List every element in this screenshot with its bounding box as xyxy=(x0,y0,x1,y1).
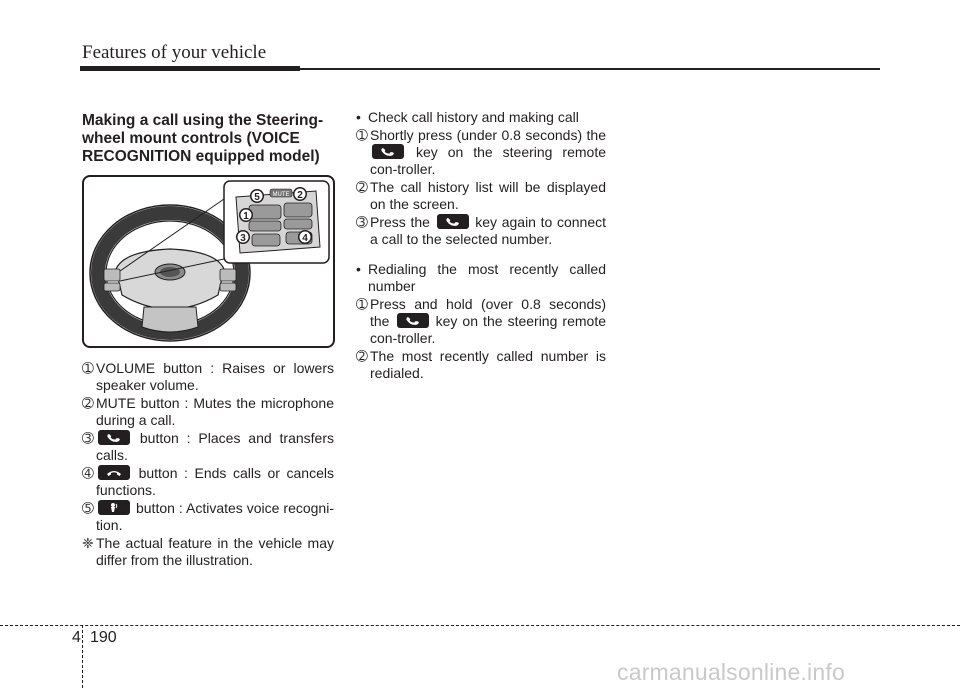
phone-call-icon xyxy=(372,144,404,159)
bullet-call-history xyxy=(356,109,606,126)
legend-item-voice xyxy=(82,500,334,534)
page-number: 190 xyxy=(90,629,117,646)
step-text-b: key on the steering remote con-troller. xyxy=(370,313,607,346)
phone-call-icon xyxy=(397,313,429,328)
watermark-text: carmanualsonline.info xyxy=(617,659,845,685)
bullet-dot: • xyxy=(356,261,361,277)
step-number: ➂ xyxy=(356,214,368,230)
note-text: The actual feature in the vehicle may differ from the illustration. xyxy=(96,535,334,568)
mute-label: MUTE xyxy=(272,192,290,198)
legend-list xyxy=(82,360,334,569)
item-number: ➃ xyxy=(82,465,94,481)
item-text: button : Ends calls or cancels functions. xyxy=(96,465,334,498)
step-text: The most recently called number is redialed. xyxy=(370,348,606,381)
item-number: ➄ xyxy=(82,500,94,516)
phone-call-icon xyxy=(437,214,469,229)
note-symbol: ❈ xyxy=(82,535,94,551)
page-header-title: Features of your vehicle xyxy=(82,42,267,63)
callout-3 xyxy=(236,230,250,244)
bullet-redial xyxy=(356,261,606,295)
bullet-text: Check call history and making call xyxy=(368,109,579,125)
step-text-b: key on the steering remote con-troller. xyxy=(370,144,607,177)
callout-1 xyxy=(239,208,253,222)
item-number: ➁ xyxy=(82,395,94,411)
legend-item-mute xyxy=(82,395,334,429)
steering-wheel-illustration xyxy=(82,175,335,348)
step-text-a: Shortly press (under 0.8 seconds) the xyxy=(370,127,606,143)
step-redialed xyxy=(356,348,606,382)
item-text: button : Activates voice recogni-tion. xyxy=(96,500,334,533)
step-text-a: Press the xyxy=(370,214,430,230)
footer-divider xyxy=(82,625,83,688)
phone-end-icon xyxy=(98,465,130,480)
svg-text:3: 3 xyxy=(240,233,246,244)
footer-rule xyxy=(0,625,960,626)
step-short-press xyxy=(356,127,606,178)
step-number: ➀ xyxy=(356,296,368,312)
step-number: ➁ xyxy=(356,179,368,195)
legend-item-volume xyxy=(82,360,334,394)
step-number: ➁ xyxy=(356,348,368,364)
svg-text:2: 2 xyxy=(297,190,303,201)
call-instructions xyxy=(356,109,606,383)
step-text-b: key again to connect a call to the selected number. xyxy=(370,214,607,247)
steering-wheel-drawing xyxy=(84,177,333,346)
header-rule-thin xyxy=(300,68,880,70)
voice-recognition-icon xyxy=(98,500,130,515)
svg-text:1: 1 xyxy=(243,211,249,222)
heading-line-1: Making a call using the Steering- xyxy=(82,112,324,129)
heading-line-2: wheel mount controls (VOICE xyxy=(82,130,300,147)
step-number: ➀ xyxy=(356,127,368,143)
chapter-number: 4 xyxy=(72,629,81,646)
svg-text:5: 5 xyxy=(254,192,260,203)
step-history-list xyxy=(356,179,606,213)
callout-4 xyxy=(298,230,312,244)
step-press-hold xyxy=(356,296,606,347)
step-text-a: Press and hold (over 0.8 seconds) the xyxy=(370,296,606,329)
bullet-text: Redialing the most recently called number xyxy=(368,261,606,294)
header-rule-thick xyxy=(80,66,300,71)
callout-2 xyxy=(293,187,307,201)
heading-line-3: RECOGNITION equipped model) xyxy=(82,148,320,165)
callout-5 xyxy=(250,189,264,203)
legend-item-end xyxy=(82,465,334,499)
item-text: button : Places and transfers calls. xyxy=(96,430,335,463)
item-number: ➀ xyxy=(82,360,94,376)
step-connect xyxy=(356,214,606,248)
step-text: The call history list will be displayed on the screen. xyxy=(370,179,606,212)
item-text: MUTE button : Mutes the microphone during a call. xyxy=(96,395,334,428)
section-heading xyxy=(82,112,332,166)
legend-item-call xyxy=(82,430,334,464)
illustration-note xyxy=(82,535,334,569)
phone-call-icon xyxy=(98,430,130,445)
svg-text:4: 4 xyxy=(302,233,308,244)
bullet-dot: • xyxy=(356,109,361,125)
item-number: ➂ xyxy=(82,430,94,446)
item-text: VOLUME button : Raises or lowers speaker volume. xyxy=(96,360,334,393)
